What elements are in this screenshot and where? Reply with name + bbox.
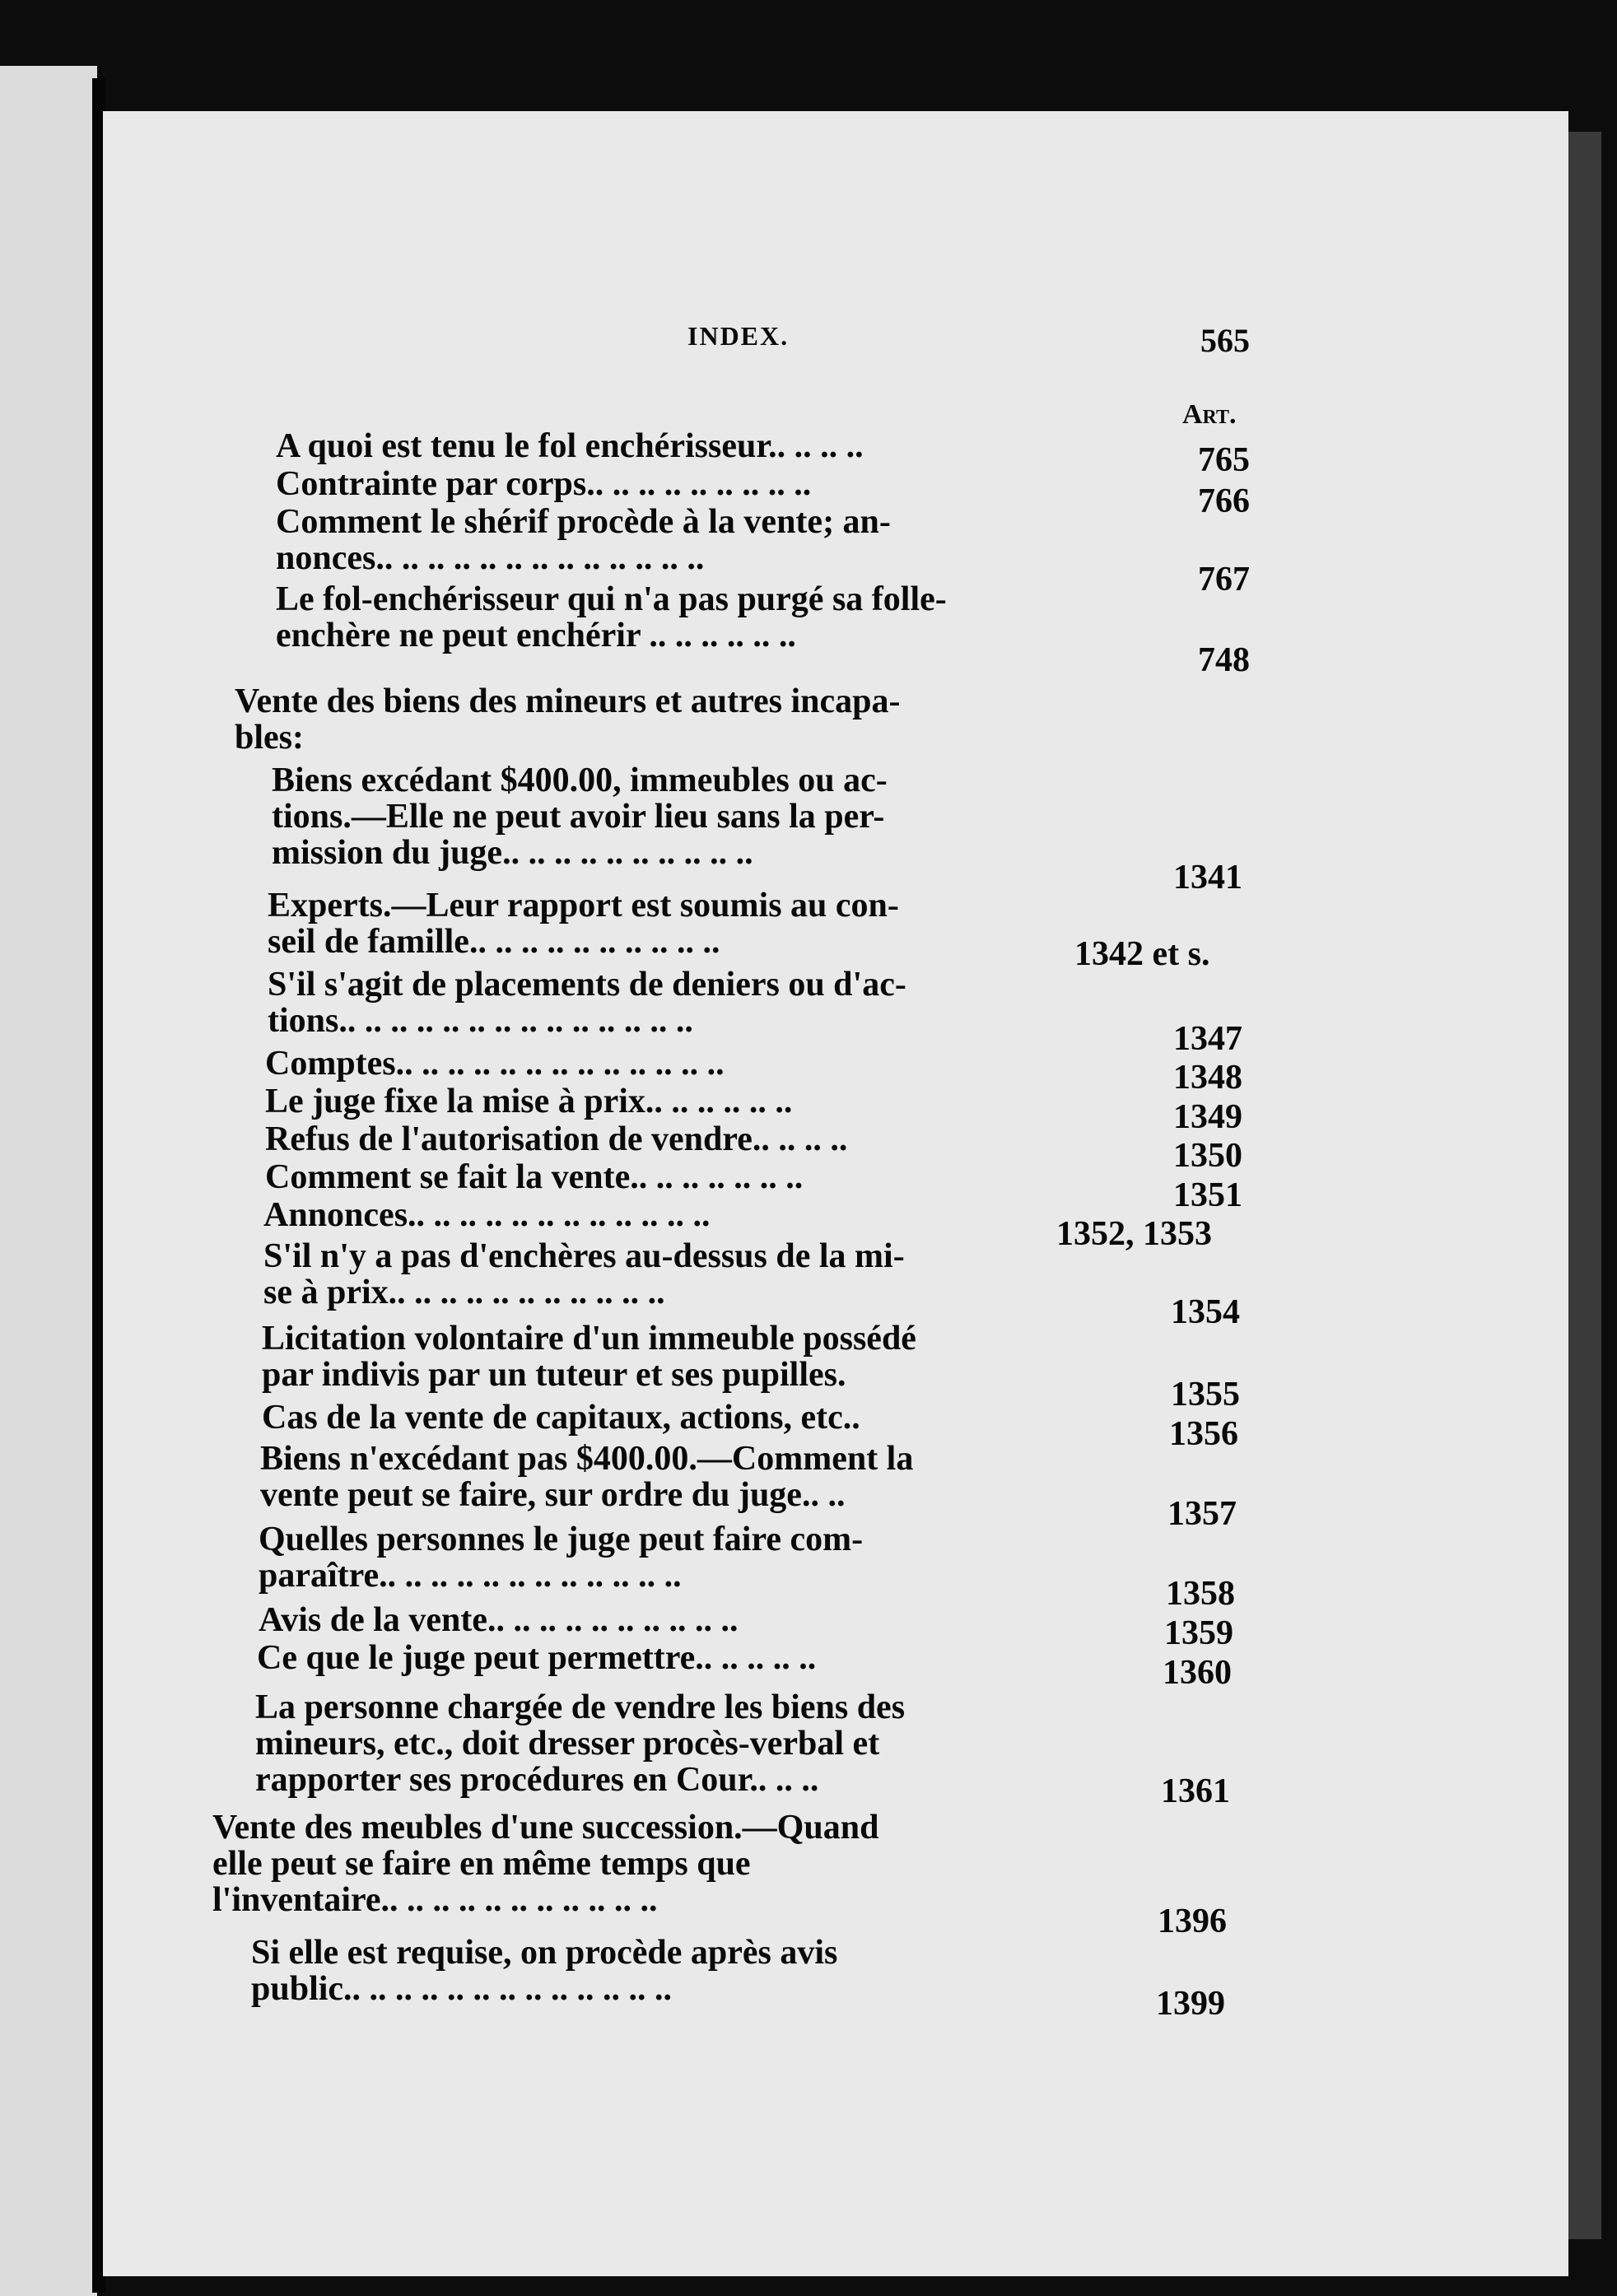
index-entry xyxy=(255,1689,905,1798)
entry-text: Avis de la vente.. .. .. .. .. .. .. .. .. .. xyxy=(259,1601,739,1639)
article-column-head: Art. xyxy=(1182,399,1237,430)
index-entry xyxy=(262,1320,916,1393)
entry-text: Biens n'excédant pas $400.00.—Comment la vente peut se faire, sur ordre du juge.. .. xyxy=(260,1440,914,1514)
entry-text: Annonces.. .. .. .. .. .. .. .. .. .. .. .. xyxy=(263,1196,711,1234)
index-entry xyxy=(259,1521,863,1594)
index-entry xyxy=(257,1640,816,1676)
article-number: 1359 xyxy=(1164,1614,1233,1652)
page-number: 565 xyxy=(1200,322,1250,359)
index-entry xyxy=(265,1083,792,1120)
article-number: 1399 xyxy=(1156,1985,1225,2023)
article-number: 748 xyxy=(1198,641,1250,679)
article-number: 765 xyxy=(1198,441,1250,479)
index-entry xyxy=(259,1602,739,1638)
entry-text: S'il n'y a pas d'enchères au-dessus de la mi- se à prix.. .. .. .. .. .. .. .. .. .. .. xyxy=(263,1237,905,1311)
index-entry xyxy=(268,966,906,1039)
entry-text: Vente des biens des mineurs et autres incapa- bles: xyxy=(235,682,901,757)
article-number: 1360 xyxy=(1163,1654,1232,1692)
entry-text: Si elle est requise, on procède après avis public.. .. .. .. .. .. .. .. .. .. .. .. .. xyxy=(251,1934,838,2008)
index-entry xyxy=(276,428,864,464)
entry-text: Comptes.. .. .. .. .. .. .. .. .. .. .. .. .. xyxy=(265,1045,725,1083)
entry-text: Le fol-enchérisseur qui n'a pas purgé sa folle- enchère ne peut enchérir .. .. .. .. .. .. xyxy=(276,580,947,654)
index-entry xyxy=(263,1238,905,1311)
article-number: 1351 xyxy=(1173,1176,1242,1214)
article-number: 767 xyxy=(1198,561,1250,598)
index-entry xyxy=(260,1441,913,1513)
article-number: 1352, 1353 xyxy=(1056,1215,1212,1253)
index-entry xyxy=(268,887,899,960)
entry-text: Biens excédant $400.00, immeubles ou ac- tions.—Elle ne peut avoir lieu sans la per- mission du juge.. .. .. .. .. .. .. .. .. .. xyxy=(272,761,888,872)
article-number: 1358 xyxy=(1166,1575,1235,1613)
running-head: INDEX. xyxy=(687,321,790,351)
article-number: 1349 xyxy=(1173,1098,1242,1136)
index-entry xyxy=(263,1197,711,1233)
page-header xyxy=(0,321,1617,362)
article-number: 1341 xyxy=(1173,859,1242,897)
entry-text: Contrainte par corps.. .. .. .. .. .. .. .. .. xyxy=(276,465,812,503)
article-number: 1347 xyxy=(1173,1020,1242,1058)
article-number: 1355 xyxy=(1171,1376,1240,1413)
article-number: 1348 xyxy=(1173,1059,1242,1097)
entry-text: Le juge fixe la mise à prix.. .. .. .. .. .. xyxy=(265,1083,793,1120)
index-entry xyxy=(265,1121,847,1157)
article-number: 1356 xyxy=(1169,1415,1238,1453)
index-entry xyxy=(265,1159,803,1195)
article-number: 1396 xyxy=(1158,1902,1227,1940)
article-number: 766 xyxy=(1198,482,1250,520)
index-entry xyxy=(251,1935,837,2007)
entry-text: Experts.—Leur rapport est soumis au con- seil de famille.. .. .. .. .. .. .. .. .. .. xyxy=(268,887,899,961)
entry-text: S'il s'agit de placements de deniers ou d'ac- tions.. .. .. .. .. .. .. .. .. .. .. .. .. .. xyxy=(268,966,906,1040)
entry-text: Comment le shérif procède à la vente; an- nonces.. .. .. .. .. .. .. .. .. .. .. .. .. xyxy=(276,503,891,577)
article-number: 1357 xyxy=(1167,1495,1237,1533)
entry-text: Vente des meubles d'une succession.—Quand elle peut se faire en même temps que l'inventaire.. .. .. .. .. .. .. .. .. .. .. xyxy=(212,1809,879,1919)
entry-text: La personne chargée de vendre les biens des mineurs, etc., doit dresser procès-verbal et rapporter ses procédures en Cour.. .. .. xyxy=(255,1688,906,1799)
entry-text: Licitation volontaire d'un immeuble possédé par indivis par un tuteur et ses pupilles. xyxy=(262,1320,916,1394)
entry-text: Comment se fait la vente.. .. .. .. .. .. .. xyxy=(265,1158,804,1196)
entry-text: A quoi est tenu le fol enchérisseur.. .. .. .. xyxy=(276,427,864,465)
entry-text: Cas de la vente de capitaux, actions, etc.. xyxy=(262,1399,860,1437)
index-entry xyxy=(262,1399,860,1436)
index-heading xyxy=(212,1809,878,1918)
article-number: 1361 xyxy=(1161,1772,1230,1810)
facing-page-edge xyxy=(0,66,97,2296)
article-number: 1342 et s. xyxy=(1074,935,1210,973)
page-edge xyxy=(1568,132,1601,2239)
entry-text: Quelles personnes le juge peut faire com- paraître.. .. .. .. .. .. .. .. .. .. .. .. xyxy=(259,1521,864,1595)
entry-text: Ce que le juge peut permettre.. .. .. .. .. xyxy=(257,1639,817,1677)
index-heading xyxy=(235,683,901,756)
index-entry xyxy=(265,1046,725,1082)
index-entry xyxy=(272,762,888,871)
index-entry xyxy=(276,504,891,576)
index-entry xyxy=(276,581,947,654)
index-entry xyxy=(276,466,811,502)
entry-text: Refus de l'autorisation de vendre.. .. .. .. xyxy=(265,1120,848,1158)
article-number: 1354 xyxy=(1171,1293,1240,1331)
article-number: 1350 xyxy=(1173,1137,1242,1175)
